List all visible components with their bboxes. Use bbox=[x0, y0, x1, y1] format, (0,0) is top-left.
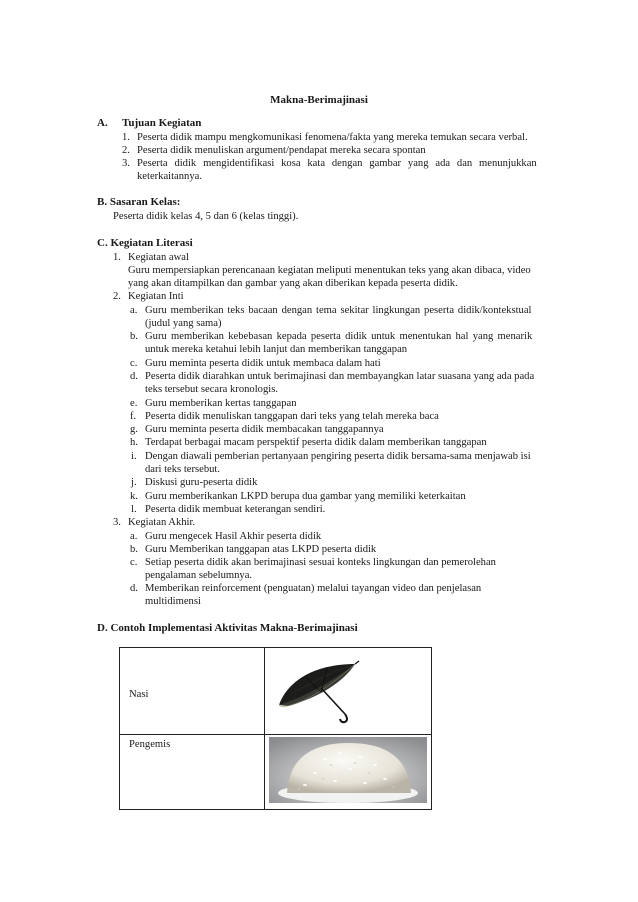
inti-e-letter: e. bbox=[130, 398, 138, 409]
table-row bbox=[120, 735, 432, 810]
inti-b-line2: untuk mereka ketahui lebih lanjut dan memberikan tanggapan bbox=[145, 344, 408, 355]
inti-d-letter: d. bbox=[130, 371, 138, 382]
inti-h-letter: h. bbox=[130, 437, 138, 448]
inti-f-letter: f. bbox=[130, 411, 137, 422]
a-item-3-line1: Peserta didik mengidentifikasi kosa kata dengan gambar yang ada dan menunjukkan bbox=[137, 158, 537, 169]
rice-image bbox=[265, 735, 431, 805]
inti-h-line1: Terdapat berbagai macam perspektif peserta didik dalam memberikan tanggapan bbox=[145, 437, 487, 448]
akhir-d-letter: d. bbox=[130, 583, 138, 594]
a-item-1-text: Peserta didik mampu mengkomunikasi fenomena/fakta yang mereka temukan secara verbal. bbox=[137, 132, 528, 143]
c-awal-line2: yang akan ditampilkan dan gambar yang akan diberikan kepada peserta didik. bbox=[128, 278, 458, 289]
table-cell-label bbox=[120, 648, 265, 735]
akhir-c-line1: Setiap peserta didik akan berimajinasi sesuai konteks lingkungan dan pemerolehan bbox=[145, 557, 496, 568]
inti-a-line2: (judul yang sama) bbox=[145, 318, 222, 329]
inti-k-line1: Guru memberikankan LKPD berupa dua gambar yang memiliki keterkaitan bbox=[145, 491, 466, 502]
row-label: Nasi bbox=[129, 689, 149, 700]
page-title: Makna-Berimajinasi bbox=[270, 94, 368, 106]
c-akhir-label: Kegiatan Akhir. bbox=[128, 517, 196, 528]
inti-g-letter: g. bbox=[130, 424, 138, 435]
table-cell-image bbox=[265, 735, 432, 810]
table-row bbox=[120, 648, 432, 735]
akhir-a-letter: a. bbox=[130, 531, 138, 542]
inti-c-line1: Guru meminta peserta didik untuk membaca dalam hati bbox=[145, 358, 381, 369]
a-item-1-num: 1. bbox=[122, 132, 130, 143]
akhir-d-line2: multidimensi bbox=[145, 596, 201, 607]
inti-e-line1: Guru memberikan kertas tanggapan bbox=[145, 398, 297, 409]
table-cell-image bbox=[265, 648, 432, 735]
inti-i-letter: i. bbox=[131, 451, 137, 462]
akhir-c-line2: pengalaman sebelumnya. bbox=[145, 570, 253, 581]
c-akhir-num: 3. bbox=[113, 517, 121, 528]
umbrella-image bbox=[265, 648, 431, 730]
row-label: Pengemis bbox=[129, 739, 171, 751]
c-awal-line1: Guru mempersiapkan perencanaan kegiatan meliputi menentukan teks yang akan dibaca, video bbox=[128, 265, 531, 276]
c-awal-label: Kegiatan awal bbox=[128, 252, 189, 263]
inti-k-letter: k. bbox=[130, 491, 138, 502]
inti-a-letter: a. bbox=[130, 305, 138, 316]
c-inti-num: 2. bbox=[113, 291, 121, 302]
akhir-b-letter: b. bbox=[130, 544, 138, 555]
inti-d-line2: teks tersebut secara kronologis. bbox=[145, 384, 278, 395]
inti-i-line1: Dengan diawali pemberian pertanyaan pengiring peserta didik bersama-sama menjawab isi bbox=[145, 451, 531, 462]
inti-j-line1: Diskusi guru-peserta didik bbox=[145, 477, 258, 488]
inti-l-line1: Peserta didik membuat keterangan sendiri. bbox=[145, 504, 326, 515]
section-d-heading: D. Contoh Implementasi Aktivitas Makna-Berimajinasi bbox=[97, 622, 358, 634]
inti-b-letter: b. bbox=[130, 331, 138, 342]
inti-b-line1: Guru memberikan kebebasan kepada peserta didik untuk menentukan hal yang menarik bbox=[145, 331, 533, 342]
section-c-heading: C. Kegiatan Literasi bbox=[97, 237, 193, 249]
inti-c-letter: c. bbox=[130, 358, 138, 369]
inti-l-letter: l. bbox=[131, 504, 137, 515]
inti-d-line1: Peserta didik diarahkan untuk berimajinasi dan membayangkan latar suasana yang ada pada bbox=[145, 371, 535, 382]
inti-g-line1: Guru meminta peserta didik membacakan tanggapannya bbox=[145, 424, 384, 435]
c-awal-num: 1. bbox=[113, 252, 121, 263]
inti-i-line2: dari teks tersebut. bbox=[145, 464, 221, 475]
akhir-d-line1: Memberikan reinforcement (penguatan) melalui tayangan video dan penjelasan bbox=[145, 583, 482, 594]
section-a-letter: A. bbox=[97, 117, 108, 129]
inti-a-line1: Guru memberikan teks bacaan dengan tema sekitar lingkungan peserta didik/kontekstual bbox=[145, 305, 532, 316]
a-item-3-num: 3. bbox=[122, 158, 130, 169]
inti-f-line1: Peserta didik menuliskan tanggapan dari teks yang telah mereka baca bbox=[145, 411, 439, 422]
a-item-2-text: Peserta didik menuliskan argument/pendapat mereka secara spontan bbox=[137, 145, 426, 156]
a-item-3-line2: keterkaitannya. bbox=[137, 171, 203, 182]
akhir-b-line1: Guru Memberikan tanggapan atas LKPD peserta didik bbox=[145, 544, 377, 555]
c-inti-label: Kegiatan Inti bbox=[128, 291, 184, 302]
inti-j-letter: j. bbox=[131, 477, 137, 488]
akhir-c-letter: c. bbox=[130, 557, 138, 568]
a-item-2-num: 2. bbox=[122, 145, 130, 156]
section-b-text: Peserta didik kelas 4, 5 dan 6 (kelas tinggi). bbox=[113, 211, 299, 222]
akhir-a-line1: Guru mengecek Hasil Akhir peserta didik bbox=[145, 531, 322, 542]
section-b-heading: B. Sasaran Kelas: bbox=[97, 196, 181, 208]
implementation-table bbox=[119, 647, 432, 810]
section-a-heading: Tujuan Kegiatan bbox=[122, 117, 202, 129]
table-cell-label bbox=[120, 735, 265, 810]
